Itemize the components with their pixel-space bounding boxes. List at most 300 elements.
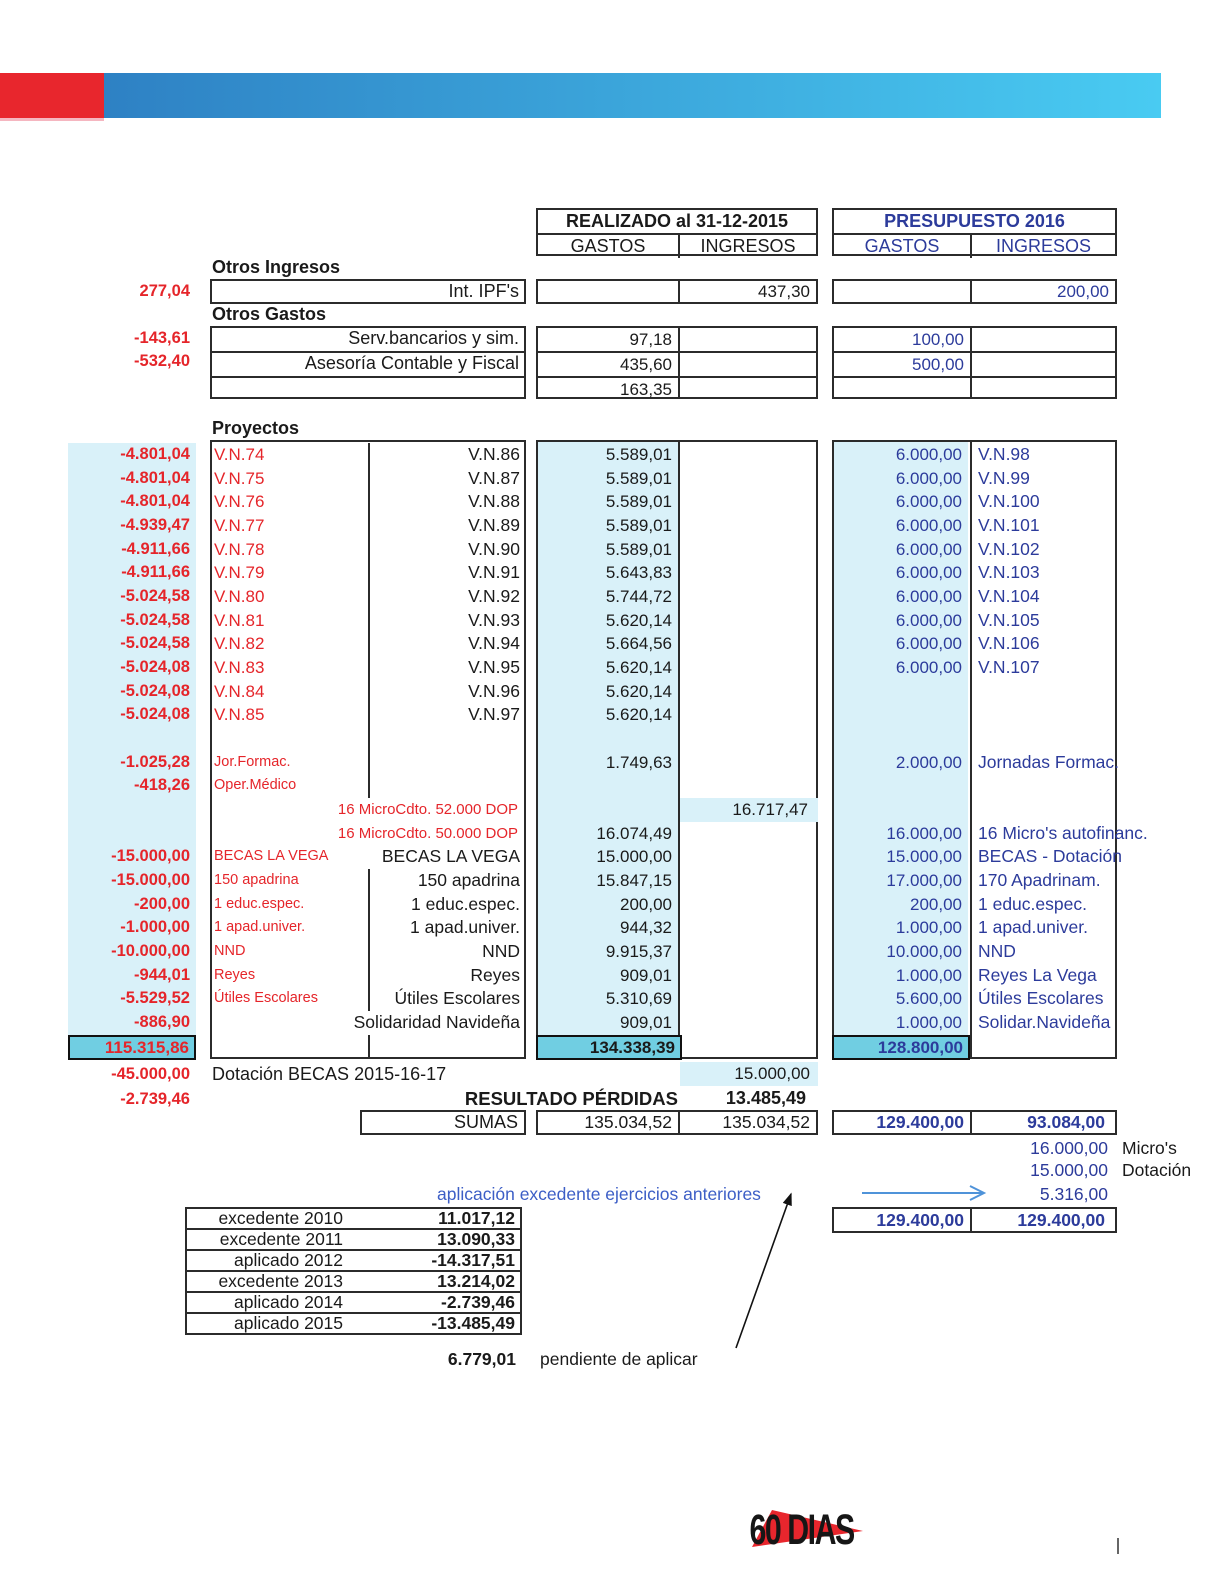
realized-gastos-value: 9.915,37	[605, 942, 672, 962]
realized-ingresos-value: 16.717,47	[732, 800, 808, 820]
project-row	[0, 751, 1230, 775]
gastos-row-real	[538, 328, 816, 353]
budget-gastos-value: 16.000,00	[886, 823, 962, 843]
excedente-row	[185, 1312, 522, 1335]
realized-gastos-value: 909,01	[620, 965, 672, 985]
project-realized-balance: -200,00	[134, 894, 190, 913]
realized-ingresos-value	[684, 774, 808, 798]
resultado-label: RESULTADO PÉRDIDAS	[464, 1088, 678, 1109]
sumas-ingresos-real: 135.034,52	[722, 1112, 810, 1132]
project-label-black: Solidaridad Navideña	[353, 1012, 520, 1033]
label-column-divider	[368, 1035, 370, 1059]
int-ipf-label-box	[210, 279, 526, 304]
gasto-pres-value: 100,00	[912, 330, 964, 349]
realized-ingresos-value	[684, 893, 808, 917]
final-totals-box	[832, 1207, 1117, 1233]
project-label-black: 1 apad.univer.	[410, 917, 520, 938]
budget-gastos-value: 15.000,00	[886, 847, 962, 867]
project-label-red: Útiles Escolares	[214, 990, 318, 1007]
excedente-row	[185, 1249, 522, 1272]
sumas-gastos-pres: 129.400,00	[876, 1112, 964, 1132]
gasto-pres-value: 500,00	[912, 355, 964, 374]
label-column-divider	[368, 751, 370, 775]
excedente-row	[185, 1207, 522, 1230]
project-label-red: Jor.Formac.	[214, 753, 291, 770]
budget-label	[978, 774, 1228, 798]
project-realized-balance: -4.801,04	[120, 468, 190, 487]
proyectos-title: Proyectos	[212, 418, 300, 438]
project-label-black: V.N.95	[468, 657, 520, 678]
budget-gastos-value: 6.000,00	[895, 587, 962, 607]
budget-gastos-value	[836, 774, 962, 798]
sumas-ingresos-pres: 93.084,00	[1027, 1112, 1105, 1132]
budget-gastos-value: 6.000,00	[895, 492, 962, 512]
label-column-divider	[368, 490, 370, 514]
project-label-red: V.N.77	[214, 516, 265, 536]
label-column-divider	[368, 656, 370, 680]
project-label-red: 16 MicroCdto. 50.000 DOP	[337, 824, 518, 842]
project-row	[0, 916, 1230, 940]
project-label-red: 16 MicroCdto. 52.000 DOP	[337, 801, 518, 819]
gastos-row-pres	[834, 328, 1115, 353]
label-column-divider	[368, 893, 370, 917]
project-label-black: V.N.93	[468, 609, 520, 630]
budget-label: V.N.102	[978, 538, 1040, 559]
aplicacion-note: aplicación excedente ejercicios anteriores	[437, 1184, 761, 1204]
int-ipf-presupuesto-box	[832, 279, 1117, 304]
label-column-divider	[368, 443, 370, 467]
diagonal-arrow-icon	[718, 1186, 808, 1358]
label-column-divider	[368, 869, 370, 893]
realized-gastos-value: 5.589,01	[605, 539, 672, 559]
realized-gastos-value: 5.589,01	[605, 516, 672, 536]
project-label-red: V.N.78	[214, 539, 265, 559]
presupuesto-title: PRESUPUESTO 2016	[834, 210, 1115, 235]
budget-gastos-value: 6.000,00	[895, 445, 962, 464]
project-label-red: 150 apadrina	[214, 872, 299, 889]
resultado-value: 13.485,49	[725, 1088, 806, 1108]
excedente-row	[185, 1291, 522, 1314]
project-realized-balance: -5.024,08	[120, 658, 190, 677]
label-column-divider	[368, 680, 370, 704]
label-column-divider	[368, 561, 370, 585]
excedente-row-value: 13.090,33	[437, 1229, 515, 1249]
realized-gastos-value: 15.847,15	[596, 871, 672, 891]
project-realized-balance: -944,01	[134, 965, 190, 984]
project-label-red: 1 apad.univer.	[214, 919, 306, 936]
project-row	[0, 680, 1230, 704]
excedente-row-label: aplicado 2015	[234, 1313, 343, 1333]
budget-label: V.N.101	[978, 515, 1040, 536]
proyectos-rows	[0, 443, 1230, 1035]
banner-blue-gradient	[104, 73, 1161, 118]
realized-ingresos-value	[684, 703, 808, 727]
total-gastos-presupuesto: 128.800,00	[832, 1035, 970, 1060]
project-realized-balance: -4.911,66	[121, 563, 190, 582]
budget-label: Jornadas Formac.	[978, 751, 1120, 772]
total-balance: 115.315,86	[68, 1035, 196, 1060]
budget-gastos-value: 6.000,00	[895, 658, 962, 678]
realized-ingresos-value	[684, 964, 808, 988]
project-row	[0, 514, 1230, 538]
project-label-black: V.N.96	[468, 680, 520, 701]
pendiente-label: pendiente de aplicar	[540, 1349, 698, 1369]
project-label-red: V.N.82	[214, 634, 265, 654]
project-label-black: 1 educ.espec.	[411, 893, 520, 914]
gastos-row-real	[538, 353, 816, 378]
realized-ingresos-value	[684, 490, 808, 514]
excedente-row-label: aplicado 2014	[234, 1292, 343, 1312]
realized-ingresos-value	[684, 916, 808, 940]
dotacion2-value: 15.000,00	[1030, 1160, 1108, 1180]
project-row	[0, 774, 1230, 798]
gasto-real-value: 163,35	[620, 380, 672, 399]
sumas-label-box	[360, 1110, 526, 1135]
project-label-black: V.N.86	[468, 444, 520, 464]
budget-gastos-value: 17.000,00	[886, 871, 962, 891]
project-label-red: NND	[214, 943, 246, 960]
excedente-row	[185, 1228, 522, 1251]
project-row	[0, 869, 1230, 893]
budget-gastos-value	[836, 727, 962, 751]
project-row	[0, 467, 1230, 491]
budget-gastos-value: 6.000,00	[895, 634, 962, 654]
budget-label: 1 apad.univer.	[978, 917, 1088, 938]
project-realized-balance: -4.801,04	[120, 445, 190, 463]
excedente-row-label: excedente 2011	[219, 1229, 343, 1249]
project-realized-balance: -15.000,00	[111, 871, 190, 890]
project-label-red: V.N.75	[214, 468, 265, 488]
realized-gastos-value: 5.643,83	[605, 563, 672, 583]
label-column-divider	[368, 964, 370, 988]
project-realized-balance	[68, 727, 196, 751]
project-realized-balance: -886,90	[134, 1013, 190, 1032]
project-label-red: V.N.80	[214, 587, 265, 607]
column-divider	[970, 328, 972, 397]
gastos-row-label: Serv.bancarios y sim.	[212, 328, 524, 353]
realized-ingresos-value	[684, 561, 808, 585]
excedente-row-label: excedente 2013	[218, 1271, 343, 1291]
excedente-table	[185, 1209, 522, 1335]
project-label-red: Oper.Médico	[214, 777, 297, 794]
budget-label: 170 Apadrinam.	[978, 870, 1101, 891]
budget-label: Útiles Escolares	[978, 988, 1104, 1009]
project-realized-balance: -5.024,58	[120, 634, 190, 653]
project-realized-balance: -4.939,47	[120, 516, 190, 535]
project-row	[0, 443, 1230, 467]
budget-label: Reyes La Vega	[978, 964, 1097, 985]
project-label-red: BECAS LA VEGA	[214, 848, 329, 865]
project-label-black: NND	[482, 941, 520, 962]
project-row	[0, 798, 1230, 822]
budget-label: V.N.103	[978, 562, 1040, 583]
project-label-black: V.N.94	[468, 633, 520, 654]
project-label-red: V.N.81	[214, 610, 265, 630]
realized-ingresos-value	[684, 632, 808, 656]
project-row	[0, 656, 1230, 680]
project-label-red: V.N.84	[214, 681, 265, 701]
pendiente-value: 6.779,01	[447, 1349, 516, 1369]
project-realized-balance	[68, 822, 196, 846]
project-realized-balance: -1.000,00	[120, 918, 190, 937]
project-row	[0, 632, 1230, 656]
label-column-divider	[368, 538, 370, 562]
realized-ingresos-value	[684, 727, 808, 751]
excedente-row-value: -14.317,51	[431, 1250, 515, 1270]
aplicacion-value: 5.316,00	[1039, 1184, 1108, 1204]
project-label-black: V.N.90	[468, 538, 520, 559]
logo-text: 60 DIAS	[749, 1504, 854, 1552]
budget-label: BECAS - Dotación	[978, 846, 1122, 867]
realized-gastos-value: 909,01	[620, 1013, 672, 1033]
realized-gastos-value: 5.620,14	[605, 681, 672, 701]
project-label-black: V.N.88	[468, 491, 520, 512]
project-row	[0, 1011, 1230, 1035]
excedente-row-value: -2.739,46	[441, 1292, 515, 1312]
excedente-row-label: excedente 2010	[218, 1208, 343, 1228]
sumas-gastos-real: 135.034,52	[584, 1112, 672, 1132]
realized-gastos-value: 5.589,01	[605, 468, 672, 488]
excedente-row	[185, 1270, 522, 1293]
realized-gastos-value	[540, 727, 672, 751]
realized-gastos-value: 5.620,14	[605, 610, 672, 630]
presupuesto-header	[832, 208, 1117, 256]
presupuesto-gastos-header: GASTOS	[834, 235, 972, 258]
project-realized-balance: -5.024,08	[120, 705, 190, 724]
label-column-divider	[368, 774, 370, 798]
project-label-black: Reyes	[470, 964, 520, 985]
project-row	[0, 561, 1230, 585]
otros-gastos-presupuesto-box	[832, 326, 1117, 399]
project-label-black: BECAS LA VEGA	[381, 846, 520, 867]
realizado-header	[536, 208, 818, 256]
budget-label	[978, 798, 1228, 822]
budget-gastos-value	[836, 798, 962, 822]
budget-gastos-value: 6.000,00	[895, 610, 962, 630]
project-label-black: V.N.91	[468, 562, 520, 583]
excedente-row-value: 11.017,12	[438, 1208, 515, 1228]
budget-label: Solidar.Navideña	[978, 1012, 1111, 1033]
project-realized-balance: -5.024,08	[120, 681, 190, 700]
project-realized-balance: -5.529,52	[120, 989, 190, 1008]
project-label-red: V.N.79	[214, 563, 265, 583]
project-row	[0, 585, 1230, 609]
int-ipf-label: Int. IPF's	[448, 281, 519, 301]
project-row	[0, 822, 1230, 846]
sumas-label: SUMAS	[453, 1112, 518, 1132]
gastos-row-pres	[834, 378, 1115, 401]
realized-gastos-value: 5.620,14	[605, 658, 672, 678]
project-realized-balance	[68, 798, 196, 822]
gasto-real-value: 435,60	[620, 355, 672, 374]
budget-gastos-value: 6.000,00	[895, 563, 962, 583]
excedente-row-value: -13.485,49	[431, 1313, 515, 1333]
project-label-red: Reyes	[214, 966, 256, 983]
page-margin-tick	[1117, 1538, 1119, 1554]
project-label-red	[214, 727, 364, 751]
int-ipf-ingreso-pres: 200,00	[1057, 282, 1109, 301]
banner-pink-underline	[0, 118, 104, 121]
resultado-balance: -2.739,46	[120, 1090, 190, 1108]
project-row	[0, 940, 1230, 964]
label-column-divider	[368, 916, 370, 940]
realized-gastos-value: 5.589,01	[605, 492, 672, 512]
budget-gastos-value: 1.000,00	[895, 965, 962, 985]
budget-gastos-value: 6.000,00	[895, 539, 962, 559]
final-gastos: 129.400,00	[876, 1210, 964, 1230]
sumas-presupuesto-box	[832, 1110, 1117, 1135]
otros-ingresos-title: Otros Ingresos	[212, 257, 341, 277]
project-label-red: V.N.85	[214, 705, 265, 725]
budget-gastos-value: 1.000,00	[895, 1013, 962, 1033]
label-column-divider	[368, 585, 370, 609]
realized-gastos-value: 5.664,56	[605, 634, 672, 654]
budget-label: NND	[978, 941, 1016, 962]
column-divider	[678, 328, 680, 397]
dotacion-balance: -45.000,00	[111, 1065, 190, 1083]
otros-gastos-title: Otros Gastos	[212, 304, 327, 324]
realized-ingresos-value	[684, 1011, 808, 1035]
realized-ingresos-value	[684, 443, 808, 467]
gastos-row-pres	[834, 353, 1115, 378]
budget-gastos-value: 200,00	[910, 894, 962, 914]
dotacion-ingreso-real: 15.000,00	[680, 1062, 818, 1086]
project-label-black: 150 apadrina	[417, 870, 520, 891]
project-label-red: V.N.74	[214, 445, 265, 464]
realized-gastos-value: 944,32	[620, 918, 672, 938]
micros-value: 16.000,00	[1030, 1138, 1108, 1158]
realized-gastos-value	[540, 774, 672, 798]
budget-label: V.N.98	[978, 444, 1030, 464]
project-realized-balance: -418,26	[134, 776, 190, 795]
realized-ingresos-value	[684, 538, 808, 562]
project-label-red	[214, 1011, 364, 1035]
realized-gastos-value: 5.310,69	[605, 989, 672, 1009]
realized-gastos-value: 200,00	[620, 894, 672, 914]
otros-gastos-label-box	[210, 326, 526, 399]
project-row	[0, 703, 1230, 727]
budget-label: V.N.107	[978, 657, 1040, 678]
realizado-title: REALIZADO al 31-12-2015	[538, 210, 816, 235]
project-realized-balance: -4.801,04	[120, 492, 190, 511]
realized-ingresos-value	[684, 656, 808, 680]
budget-gastos-value: 10.000,00	[886, 942, 962, 962]
project-row	[0, 987, 1230, 1011]
label-column-divider	[368, 632, 370, 656]
budget-label: V.N.105	[978, 609, 1040, 630]
budget-label	[978, 727, 1228, 751]
sumas-realizado-box	[536, 1110, 818, 1135]
label-column-divider	[368, 609, 370, 633]
project-realized-balance: -10.000,00	[111, 942, 190, 961]
realized-ingresos-value	[684, 609, 808, 633]
realized-ingresos-value	[684, 987, 808, 1011]
project-row	[0, 609, 1230, 633]
budget-gastos-value	[836, 680, 962, 704]
budget-label: 1 educ.espec.	[978, 893, 1087, 914]
realized-gastos-value: 1.749,63	[605, 752, 672, 772]
project-realized-balance: -4.911,66	[121, 539, 190, 558]
budget-label: V.N.106	[978, 633, 1040, 654]
budget-label	[978, 703, 1228, 727]
project-label-red: V.N.76	[214, 492, 265, 512]
project-realized-balance: -5.024,58	[120, 587, 190, 606]
label-column-divider	[368, 987, 370, 1011]
budget-label: V.N.100	[978, 491, 1040, 512]
int-ipf-ingreso-real: 437,30	[758, 282, 810, 301]
budget-gastos-value: 1.000,00	[895, 918, 962, 938]
label-column-divider	[368, 940, 370, 964]
project-label-black: V.N.97	[468, 704, 520, 725]
banner-red-block	[0, 73, 104, 118]
project-row	[0, 893, 1230, 917]
project-row	[0, 538, 1230, 562]
project-row	[0, 490, 1230, 514]
realized-gastos-value: 5.744,72	[605, 587, 672, 607]
project-realized-balance: -15.000,00	[111, 847, 190, 866]
budget-label: 16 Micro's autofinanc.	[978, 822, 1148, 843]
dotacion2-label: Dotación	[1122, 1160, 1192, 1180]
project-label-black: V.N.92	[468, 586, 520, 607]
budget-gastos-value	[836, 703, 962, 727]
realized-ingresos-value	[684, 869, 808, 893]
excedente-row-label: aplicado 2012	[234, 1250, 343, 1270]
project-label-red: 1 educ.espec.	[214, 895, 305, 912]
project-row	[0, 964, 1230, 988]
sixty-dias-logo	[748, 1500, 868, 1552]
otros-gastos-realizado-box	[536, 326, 818, 399]
dotacion-label: Dotación BECAS 2015-16-17	[212, 1064, 447, 1084]
realized-ingresos-value	[684, 845, 808, 869]
gastos-row-label: Asesoría Contable y Fiscal	[212, 353, 524, 378]
project-label-black: Útiles Escolares	[394, 988, 520, 1009]
realized-ingresos-value	[684, 680, 808, 704]
budget-gastos-value: 6.000,00	[895, 516, 962, 536]
final-ingresos: 129.400,00	[1017, 1210, 1105, 1230]
excedente-row-value: 13.214,02	[437, 1271, 515, 1291]
gasto-real-value: 97,18	[629, 330, 672, 349]
budget-gastos-value: 6.000,00	[895, 468, 962, 488]
total-gastos-realizado: 134.338,39	[536, 1035, 682, 1060]
int-ipf-balance: 277,04	[139, 282, 190, 300]
label-column-divider	[368, 727, 370, 751]
label-column-divider	[368, 703, 370, 727]
project-label-black: V.N.89	[468, 515, 520, 536]
budget-gastos-value: 2.000,00	[895, 752, 962, 772]
project-row	[0, 845, 1230, 869]
project-label-black: V.N.87	[468, 467, 520, 488]
realizado-gastos-header: GASTOS	[538, 235, 680, 258]
realized-gastos-value: 16.074,49	[596, 823, 672, 843]
budget-gastos-value: 5.600,00	[895, 989, 962, 1009]
realized-ingresos-value	[684, 585, 808, 609]
project-row	[0, 727, 1230, 751]
realized-ingresos-value	[684, 467, 808, 491]
micros-label: Micro's	[1122, 1138, 1177, 1158]
realized-ingresos-value	[684, 751, 808, 775]
gastos-row-balance: -532,40	[134, 352, 190, 370]
realized-ingresos-value	[684, 514, 808, 538]
project-label-red: V.N.83	[214, 658, 265, 678]
gastos-row-real	[538, 378, 816, 401]
budget-label	[978, 680, 1228, 704]
realized-ingresos-value	[684, 822, 808, 846]
label-column-divider	[368, 467, 370, 491]
budget-label: V.N.104	[978, 586, 1040, 607]
budget-label: V.N.99	[978, 467, 1030, 488]
gastos-row-label	[212, 378, 524, 401]
gastos-row-balance: -143,61	[134, 329, 190, 347]
